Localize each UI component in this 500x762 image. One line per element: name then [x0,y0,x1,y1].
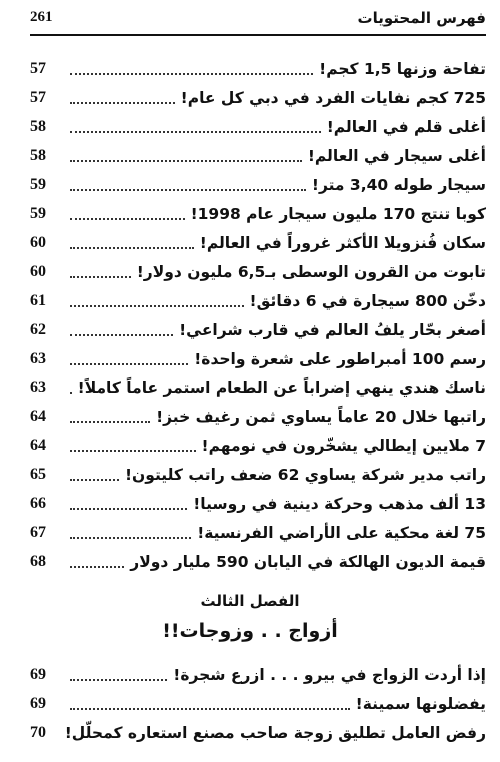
dot-leader [70,189,306,191]
toc-entry-page: 70 [30,724,46,741]
toc-entry[interactable] [30,142,486,170]
toc-entry-title: تفاحة وزنها 1,5 كجم! [319,60,486,78]
toc-entry-title: أصغر بحّار يلفُ العالم في قارب شراعي! [179,321,486,339]
toc-entry-page: 60 [30,234,46,251]
toc-entry-title: 7 ملايين إيطالي يشخّرون في نومهم! [201,437,486,455]
chapter-title: أزواج . . وزوجات!! [162,620,338,642]
toc-entry[interactable] [30,258,486,286]
toc-entry[interactable] [30,84,486,112]
toc-entry-title: دخّن 800 سيجارة في 6 دقائق! [249,292,486,310]
toc-entry[interactable] [30,229,486,257]
dot-leader [70,247,194,249]
toc-entry-title: 75 لغة محكية على الأراضي الفرنسية! [197,524,486,542]
toc-entry-page: 60 [30,263,46,280]
toc-entry[interactable] [30,316,486,344]
toc-entry-page: 58 [30,147,46,164]
toc-entry-title: رفض العامل تطليق زوجة صاحب مصنع استعاره كمحلّل! [64,724,486,742]
toc-entry[interactable] [30,374,486,402]
toc-entry[interactable] [30,519,486,547]
toc-entry-title: 13 ألف مذهب وحركة دينية في روسيا! [193,495,486,513]
toc-entry[interactable] [30,55,486,83]
toc-entry[interactable] [30,171,486,199]
toc-entry[interactable] [30,200,486,228]
running-title: فهرس المحتويات [357,9,486,27]
dot-leader [70,708,350,710]
dot-leader [70,131,321,133]
toc-entry[interactable] [30,690,486,718]
toc-entry-page: 59 [30,176,46,193]
dot-leader [70,508,187,510]
toc-entry-title: 725 كجم نفايات الفرد في دبي كل عام! [180,89,486,107]
dot-leader [70,363,188,365]
toc-entry-page: 62 [30,321,46,338]
dot-leader [70,421,150,423]
toc-entry-title: ناسك هندي ينهي إضراباً عن الطعام استمر عاماً كاملاً! [77,379,486,397]
toc-entry[interactable] [30,113,486,141]
toc-entry[interactable] [30,461,486,489]
dot-leader [70,450,196,452]
toc-entry-title: قيمة الديون الهالكة في اليابان 590 مليار دولار [130,553,486,571]
dot-leader [70,305,244,307]
toc-entry-page: 68 [30,553,46,570]
page-header [30,6,486,36]
toc-entry-page: 63 [30,379,46,396]
dot-leader [70,679,167,681]
toc-entry[interactable] [30,432,486,460]
dot-leader [70,566,124,568]
chapter-label: الفصل الثالث [200,592,300,610]
toc-entry-title: أغلى قلم في العالم! [326,118,486,136]
toc-entry-title: أغلى سيجار في العالم! [307,147,486,165]
toc-entry[interactable] [30,548,486,576]
toc-entry-page: 57 [30,89,46,106]
dot-leader [70,392,72,394]
dot-leader [70,334,173,336]
toc-entry[interactable] [30,403,486,431]
toc-entry-page: 61 [30,292,46,309]
toc-entry-page: 57 [30,60,46,77]
toc-entry-page: 64 [30,437,46,454]
dot-leader [70,537,191,539]
toc-entry-title: راتب مدير شركة يساوي 62 ضعف راتب كليتون! [124,466,486,484]
dot-leader [70,160,302,162]
toc-entry-title: كوبا تنتج 170 مليون سيجار عام 1998! [190,205,486,223]
toc-entry-page: 65 [30,466,46,483]
toc-entry-title: سكان فُنزويلا الأكثر غروراً في العالم! [199,234,486,252]
dot-leader [70,276,131,278]
dot-leader [70,218,185,220]
dot-leader [70,73,313,75]
toc-entry-title: سيجار طوله 3,40 متر! [311,176,486,194]
toc-entry-title: تابوت من القرون الوسطى بـ6,5 مليون دولار! [136,263,486,281]
toc-entry-title: رسم 100 أمبراطور على شعرة واحدة! [194,350,486,368]
dot-leader [70,102,175,104]
toc-entry-title: يفضلونها سمينة! [355,695,486,713]
toc-entry[interactable] [30,490,486,518]
toc-entry-title: إذا أردت الزواج في بيرو . . . ازرع شجرة! [173,666,486,684]
toc-entry[interactable] [30,287,486,315]
toc-entry-page: 66 [30,495,46,512]
toc-entry[interactable] [30,719,486,747]
toc-entry-page: 58 [30,118,46,135]
toc-entry[interactable] [30,345,486,373]
toc-entry-page: 67 [30,524,46,541]
dot-leader [70,479,119,481]
page-number: 261 [30,9,53,25]
toc-entry-page: 69 [30,695,46,712]
toc-entry-title: راتبها خلال 20 عاماً يساوي ثمن رغيف خبز! [156,408,486,426]
toc-entry-page: 69 [30,666,46,683]
toc-entry[interactable] [30,661,486,689]
toc-entry-page: 59 [30,205,46,222]
toc-entry-page: 63 [30,350,46,367]
toc-entry-page: 64 [30,408,46,425]
